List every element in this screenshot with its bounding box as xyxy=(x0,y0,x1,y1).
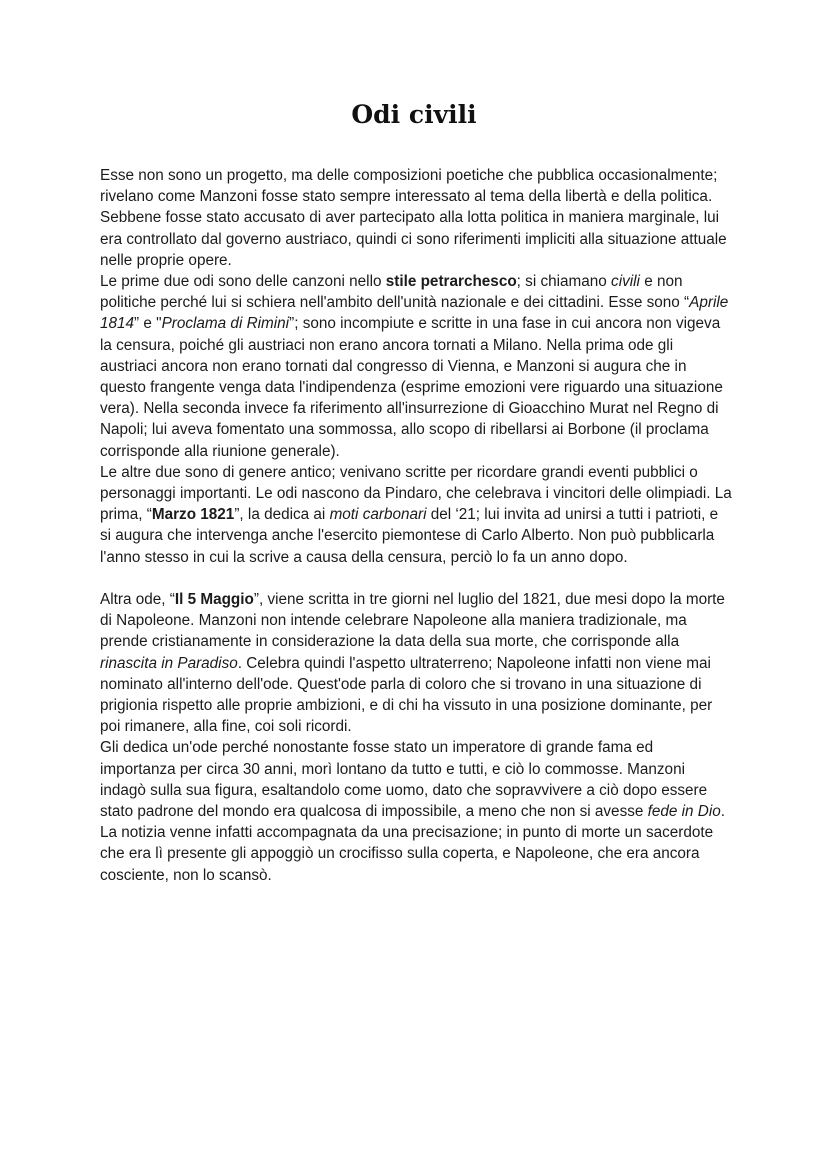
text-run: Altra ode, “ xyxy=(100,591,175,609)
text-run: Gli dedica un'ode perché nonostante fosse stato un imperatore di grande fama ed importanza per circa 30 anni, morì lontano da tutto e tutti, e ciò lo commosse. Manzoni indagò sulla sua figura, esaltandolo come uomo, dato che sopravvivere a ciò dopo essere stato padrone del mondo era qualcosa di impossibile, a meno che non si avesse xyxy=(100,739,708,821)
text-run: Le altre due sono di genere antico; venivano scritte per ricordare grandi eventi pubblici o personaggi importanti. Le odi nascono da Pindaro, che celebrava i vincitori delle olimpiadi. La prima, “ xyxy=(100,463,732,524)
document-body xyxy=(100,165,732,886)
text-run: Esse non sono un progetto, ma delle composizioni poetiche che pubblica occasionalmente; rivelano come Manzoni fosse stato sempre interessato al tema della libertà e della politica. Sebbene fosse stato accusato di aver partecipato alla lotta politica in maniera marginale, lui era controllato dal governo austriaco, quindi ci sono riferimenti impliciti alla situazione attuale nelle proprie opere. xyxy=(100,167,727,269)
page-title: Odi civili xyxy=(351,100,477,129)
paragraph-intro xyxy=(100,165,732,271)
paragraph-5-maggio xyxy=(100,589,732,737)
paragraph-first-odes xyxy=(100,271,732,462)
text-run: e non politiche perché lui si schiera nell'ambito dell'unità nazionale e dei cittadini. Esse sono “ xyxy=(100,273,690,312)
italic-term: Proclama di Rimini xyxy=(161,315,290,333)
paragraph-dedication xyxy=(100,737,732,885)
text-run: ; si chiamano xyxy=(516,273,612,291)
italic-term: Aprile 1814 xyxy=(100,294,729,333)
bold-term: stile petrarchesco xyxy=(385,273,517,291)
italic-term: fede in Dio xyxy=(647,803,721,821)
text-run: . Celebra quindi l'aspetto ultraterreno; Napoleone infatti non viene mai nominato all'interno dell'ode. Quest'ode parla di coloro che si trovano in una situazione di prigionia rispetto alle proprie ambizioni, e di chi ha vissuto in una posizione dominante, per poi rimanere, alla fine, coi soli ricordi. xyxy=(100,654,713,736)
text-run: . La notizia venne infatti accompagnata da una precisazione; in punto di morte un sacerdote che era lì presente gli appoggiò un crocifisso sulla coperta, e Napoleone, che era ancora cosciente, non lo scansò. xyxy=(100,803,726,884)
text-run: ”, viene scritta in tre giorni nel luglio del 1821, due mesi dopo la morte di Napoleone. Manzoni non intende celebrare Napoleone alla maniera tradizionale, ma prende cristianamente in considerazione la data della sua morte, che corrisponde alla xyxy=(100,591,725,651)
text-run: ” e " xyxy=(134,315,162,333)
text-run: del ‘21; lui invita ad unirsi a tutti i patrioti, e si augura che intervenga anche l'esercito piemontese di Carlo Alberto. Non può pubblicarla l'anno stesso in cui la scrive a causa della censura, perciò lo fa un anno dopo. xyxy=(100,506,719,566)
text-run: ”, la dedica ai xyxy=(234,506,330,524)
paragraph-other-odes xyxy=(100,462,732,568)
bold-term: Il 5 Maggio xyxy=(174,591,254,609)
text-run: Le prime due odi sono delle canzoni nello xyxy=(100,273,386,291)
bold-term: Marzo 1821 xyxy=(151,506,235,524)
italic-term: civili xyxy=(611,273,640,291)
italic-term: rinascita in Paradiso xyxy=(100,654,238,672)
text-run: ”; sono incompiute e scritte in una fase in cui ancora non vigeva la censura, poiché gli austriaci non erano ancora tornati a Milano. Nella prima ode gli austriaci ancora non erano tornati dal congresso di Vienna, e Manzoni si augura che in questo frangente venga data l'indipendenza (esprime emozioni vere riguardo una situazione vera). Nella seconda invece fa riferimento all'insurrezione di Gioacchino Murat nel Regno di Napoli; lui aveva fomentato una sommossa, allo scopo di ribellarsi ai Borbone (il proclama corrisponde alla riunione generale). xyxy=(100,315,723,460)
italic-term: moti carbonari xyxy=(329,506,427,524)
